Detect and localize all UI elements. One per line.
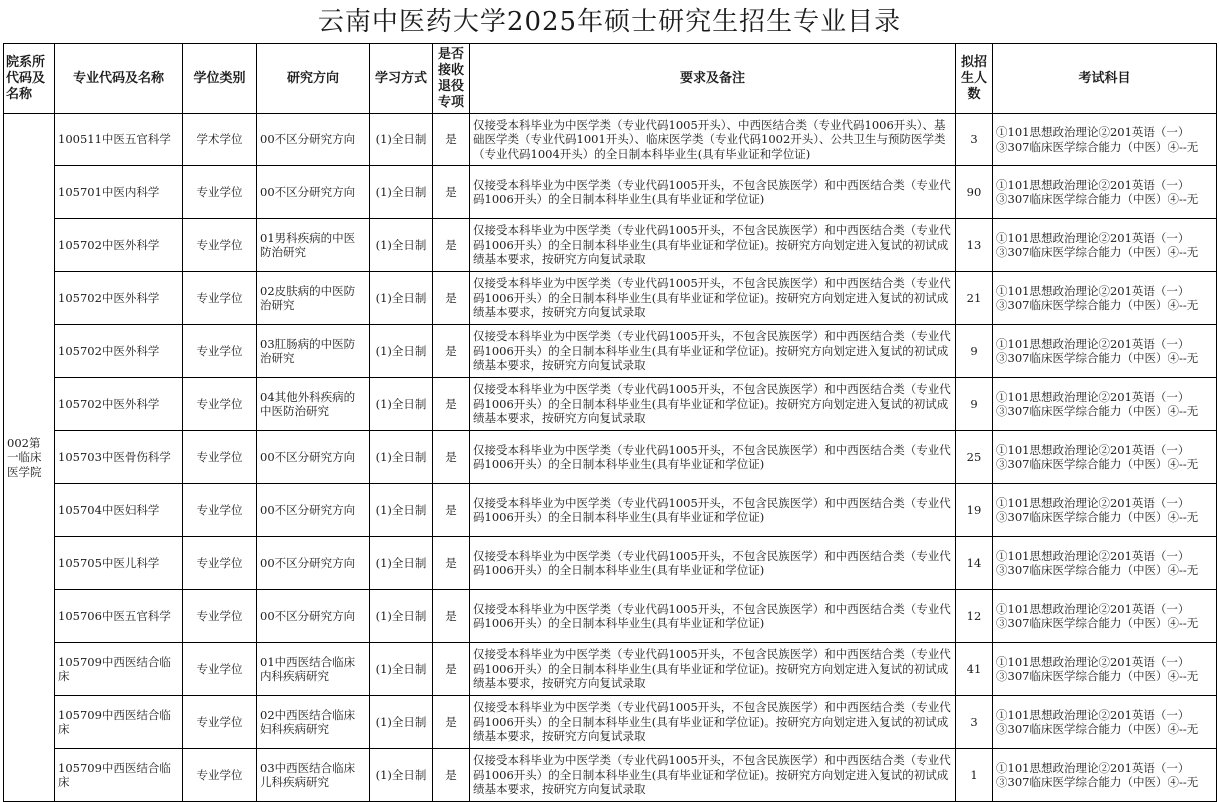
header-quota: 拟招生人数 <box>956 44 993 114</box>
table-row <box>4 696 1217 749</box>
degree-type-cell: 学术学位 <box>183 114 257 166</box>
table-row <box>4 166 1217 219</box>
requirements-cell: 仅接受本科毕业为中医学类（专业代码1005开头，不包含民族医学）和中西医结合类（专业代码1006开头）的全日制本科毕业生(具有毕业证和学位证)。按研究方向划定进入复试的初试成绩基本要求，按研究方向复试录取 <box>470 696 956 749</box>
quota-cell: 90 <box>956 166 993 219</box>
veteran-cell: 是 <box>433 378 470 431</box>
study-mode-cell: (1)全日制 <box>370 590 433 643</box>
veteran-cell: 是 <box>433 272 470 325</box>
study-mode-cell: (1)全日制 <box>370 378 433 431</box>
table-row <box>4 537 1217 590</box>
table-header-row <box>4 44 1217 114</box>
quota-cell: 9 <box>956 378 993 431</box>
degree-type-cell: 专业学位 <box>183 378 257 431</box>
quota-cell: 25 <box>956 431 993 484</box>
direction-cell: 00不区分研究方向 <box>257 484 370 537</box>
direction-cell: 01男科疾病的中医防治研究 <box>257 219 370 272</box>
direction-cell: 02皮肤病的中医防治研究 <box>257 272 370 325</box>
degree-type-cell: 专业学位 <box>183 643 257 696</box>
study-mode-cell: (1)全日制 <box>370 166 433 219</box>
table-row <box>4 325 1217 378</box>
header-study-mode: 学习方式 <box>370 44 433 114</box>
header-requirements: 要求及备注 <box>470 44 956 114</box>
study-mode-cell: (1)全日制 <box>370 484 433 537</box>
major-cell: 105702中医外科学 <box>55 219 183 272</box>
requirements-cell: 仅接受本科毕业为中医学类（专业代码1005开头，不包含民族医学）和中西医结合类（专业代码1006开头）的全日制本科毕业生(具有毕业证和学位证) <box>470 166 956 219</box>
department-cell: 002第一临床医学院 <box>4 114 55 802</box>
header-exam: 考试科目 <box>993 44 1217 114</box>
veteran-cell: 是 <box>433 643 470 696</box>
table-row <box>4 643 1217 696</box>
quota-cell: 12 <box>956 590 993 643</box>
degree-type-cell: 专业学位 <box>183 431 257 484</box>
degree-type-cell: 专业学位 <box>183 749 257 802</box>
exam-cell: ①101思想政治理论②201英语（一）③307临床医学综合能力（中医）④--无 <box>993 325 1217 378</box>
degree-type-cell: 专业学位 <box>183 272 257 325</box>
major-cell: 105702中医外科学 <box>55 325 183 378</box>
major-cell: 105703中医骨伤科学 <box>55 431 183 484</box>
header-major: 专业代码及名称 <box>55 44 183 114</box>
major-cell: 105701中医内科学 <box>55 166 183 219</box>
study-mode-cell: (1)全日制 <box>370 325 433 378</box>
exam-cell: ①101思想政治理论②201英语（一）③307临床医学综合能力（中医）④--无 <box>993 696 1217 749</box>
major-cell: 105706中医五官科学 <box>55 590 183 643</box>
exam-cell: ①101思想政治理论②201英语（一）③307临床医学综合能力（中医）④--无 <box>993 378 1217 431</box>
requirements-cell: 仅接受本科毕业为中医学类（专业代码1005开头，不包含民族医学）和中西医结合类（专业代码1006开头）的全日制本科毕业生(具有毕业证和学位证) <box>470 590 956 643</box>
major-cell: 105705中医儿科学 <box>55 537 183 590</box>
degree-type-cell: 专业学位 <box>183 537 257 590</box>
page-title: 云南中医药大学2025年硕士研究生招生专业目录 <box>317 7 902 37</box>
quota-cell: 41 <box>956 643 993 696</box>
table-row <box>4 272 1217 325</box>
requirements-cell: 仅接受本科毕业为中医学类（专业代码1005开头，不包含民族医学）和中西医结合类（专业代码1006开头）的全日制本科毕业生(具有毕业证和学位证) <box>470 484 956 537</box>
veteran-cell: 是 <box>433 166 470 219</box>
header-veteran: 是否接收退役专项 <box>433 44 470 114</box>
header-dept: 院系所代码及名称 <box>4 44 55 114</box>
exam-cell: ①101思想政治理论②201英语（一）③307临床医学综合能力（中医）④--无 <box>993 431 1217 484</box>
degree-type-cell: 专业学位 <box>183 590 257 643</box>
direction-cell: 00不区分研究方向 <box>257 166 370 219</box>
direction-cell: 00不区分研究方向 <box>257 537 370 590</box>
table-row <box>4 219 1217 272</box>
exam-cell: ①101思想政治理论②201英语（一）③307临床医学综合能力（中医）④--无 <box>993 590 1217 643</box>
table-body <box>4 114 1217 802</box>
requirements-cell: 仅接受本科毕业为中医学类（专业代码1005开头，不包含民族医学）和中西医结合类（专业代码1006开头）的全日制本科毕业生(具有毕业证和学位证)。按研究方向划定进入复试的初试成绩基本要求，按研究方向复试录取 <box>470 378 956 431</box>
exam-cell: ①101思想政治理论②201英语（一）③307临床医学综合能力（中医）④--无 <box>993 484 1217 537</box>
direction-cell: 03肛肠病的中医防治研究 <box>257 325 370 378</box>
table-row <box>4 749 1217 802</box>
study-mode-cell: (1)全日制 <box>370 749 433 802</box>
quota-cell: 9 <box>956 325 993 378</box>
veteran-cell: 是 <box>433 696 470 749</box>
exam-cell: ①101思想政治理论②201英语（一）③307临床医学综合能力（中医）④--无 <box>993 643 1217 696</box>
major-cell: 105704中医妇科学 <box>55 484 183 537</box>
degree-type-cell: 专业学位 <box>183 219 257 272</box>
table-row <box>4 114 1217 166</box>
requirements-cell: 仅接受本科毕业为中医学类（专业代码1005开头，不包含民族医学）和中西医结合类（专业代码1006开头）的全日制本科毕业生(具有毕业证和学位证)。按研究方向划定进入复试的初试成绩基本要求，按研究方向复试录取 <box>470 643 956 696</box>
header-degree-type: 学位类别 <box>183 44 257 114</box>
study-mode-cell: (1)全日制 <box>370 537 433 590</box>
direction-cell: 00不区分研究方向 <box>257 590 370 643</box>
major-cell: 100511中医五官科学 <box>55 114 183 166</box>
exam-cell: ①101思想政治理论②201英语（一）③307临床医学综合能力（中医）④--无 <box>993 166 1217 219</box>
exam-cell: ①101思想政治理论②201英语（一）③307临床医学综合能力（中医）④--无 <box>993 749 1217 802</box>
veteran-cell: 是 <box>433 219 470 272</box>
exam-cell: ①101思想政治理论②201英语（一）③307临床医学综合能力（中医）④--无 <box>993 272 1217 325</box>
degree-type-cell: 专业学位 <box>183 325 257 378</box>
veteran-cell: 是 <box>433 431 470 484</box>
requirements-cell: 仅接受本科毕业为中医学类（专业代码1005开头，不包含民族医学）和中西医结合类（专业代码1006开头）的全日制本科毕业生(具有毕业证和学位证)。按研究方向划定进入复试的初试成绩基本要求，按研究方向复试录取 <box>470 219 956 272</box>
requirements-cell: 仅接受本科毕业为中医学类（专业代码1005开头）、中西医结合类（专业代码1006开头）、基础医学类（专业代码1001开头）、临床医学类（专业代码1002开头）、公共卫生与预防医学类（专业代码1004开头）的全日制本科毕业生(具有毕业证和学位证) <box>470 114 956 166</box>
table-row <box>4 431 1217 484</box>
study-mode-cell: (1)全日制 <box>370 272 433 325</box>
study-mode-cell: (1)全日制 <box>370 219 433 272</box>
table-row <box>4 378 1217 431</box>
requirements-cell: 仅接受本科毕业为中医学类（专业代码1005开头，不包含民族医学）和中西医结合类（专业代码1006开头）的全日制本科毕业生(具有毕业证和学位证) <box>470 537 956 590</box>
requirements-cell: 仅接受本科毕业为中医学类（专业代码1005开头，不包含民族医学）和中西医结合类（专业代码1006开头）的全日制本科毕业生(具有毕业证和学位证)。按研究方向划定进入复试的初试成绩基本要求，按研究方向复试录取 <box>470 749 956 802</box>
direction-cell: 03中西医结合临床儿科疾病研究 <box>257 749 370 802</box>
degree-type-cell: 专业学位 <box>183 696 257 749</box>
direction-cell: 00不区分研究方向 <box>257 114 370 166</box>
degree-type-cell: 专业学位 <box>183 484 257 537</box>
degree-type-cell: 专业学位 <box>183 166 257 219</box>
veteran-cell: 是 <box>433 749 470 802</box>
catalog-table <box>3 43 1217 802</box>
direction-cell: 00不区分研究方向 <box>257 431 370 484</box>
quota-cell: 3 <box>956 114 993 166</box>
quota-cell: 1 <box>956 749 993 802</box>
major-cell: 105709中西医结合临床 <box>55 643 183 696</box>
direction-cell: 04其他外科疾病的中医防治研究 <box>257 378 370 431</box>
study-mode-cell: (1)全日制 <box>370 431 433 484</box>
veteran-cell: 是 <box>433 114 470 166</box>
veteran-cell: 是 <box>433 325 470 378</box>
major-cell: 105702中医外科学 <box>55 378 183 431</box>
requirements-cell: 仅接受本科毕业为中医学类（专业代码1005开头，不包含民族医学）和中西医结合类（专业代码1006开头）的全日制本科毕业生(具有毕业证和学位证)。按研究方向划定进入复试的初试成绩基本要求，按研究方向复试录取 <box>470 325 956 378</box>
major-cell: 105709中西医结合临床 <box>55 696 183 749</box>
direction-cell: 01中西医结合临床内科疾病研究 <box>257 643 370 696</box>
exam-cell: ①101思想政治理论②201英语（一）③307临床医学综合能力（中医）④--无 <box>993 219 1217 272</box>
major-cell: 105702中医外科学 <box>55 272 183 325</box>
requirements-cell: 仅接受本科毕业为中医学类（专业代码1005开头，不包含民族医学）和中西医结合类（专业代码1006开头）的全日制本科毕业生(具有毕业证和学位证)。按研究方向划定进入复试的初试成绩基本要求，按研究方向复试录取 <box>470 272 956 325</box>
quota-cell: 14 <box>956 537 993 590</box>
table-row <box>4 484 1217 537</box>
quota-cell: 21 <box>956 272 993 325</box>
veteran-cell: 是 <box>433 484 470 537</box>
study-mode-cell: (1)全日制 <box>370 643 433 696</box>
study-mode-cell: (1)全日制 <box>370 114 433 166</box>
requirements-cell: 仅接受本科毕业为中医学类（专业代码1005开头，不包含民族医学）和中西医结合类（专业代码1006开头）的全日制本科毕业生(具有毕业证和学位证) <box>470 431 956 484</box>
direction-cell: 02中西医结合临床妇科疾病研究 <box>257 696 370 749</box>
quota-cell: 3 <box>956 696 993 749</box>
exam-cell: ①101思想政治理论②201英语（一）③307临床医学综合能力（中医）④--无 <box>993 114 1217 166</box>
veteran-cell: 是 <box>433 590 470 643</box>
quota-cell: 13 <box>956 219 993 272</box>
table-row <box>4 590 1217 643</box>
veteran-cell: 是 <box>433 537 470 590</box>
major-cell: 105709中西医结合临床 <box>55 749 183 802</box>
quota-cell: 19 <box>956 484 993 537</box>
header-direction: 研究方向 <box>257 44 370 114</box>
exam-cell: ①101思想政治理论②201英语（一）③307临床医学综合能力（中医）④--无 <box>993 537 1217 590</box>
study-mode-cell: (1)全日制 <box>370 696 433 749</box>
